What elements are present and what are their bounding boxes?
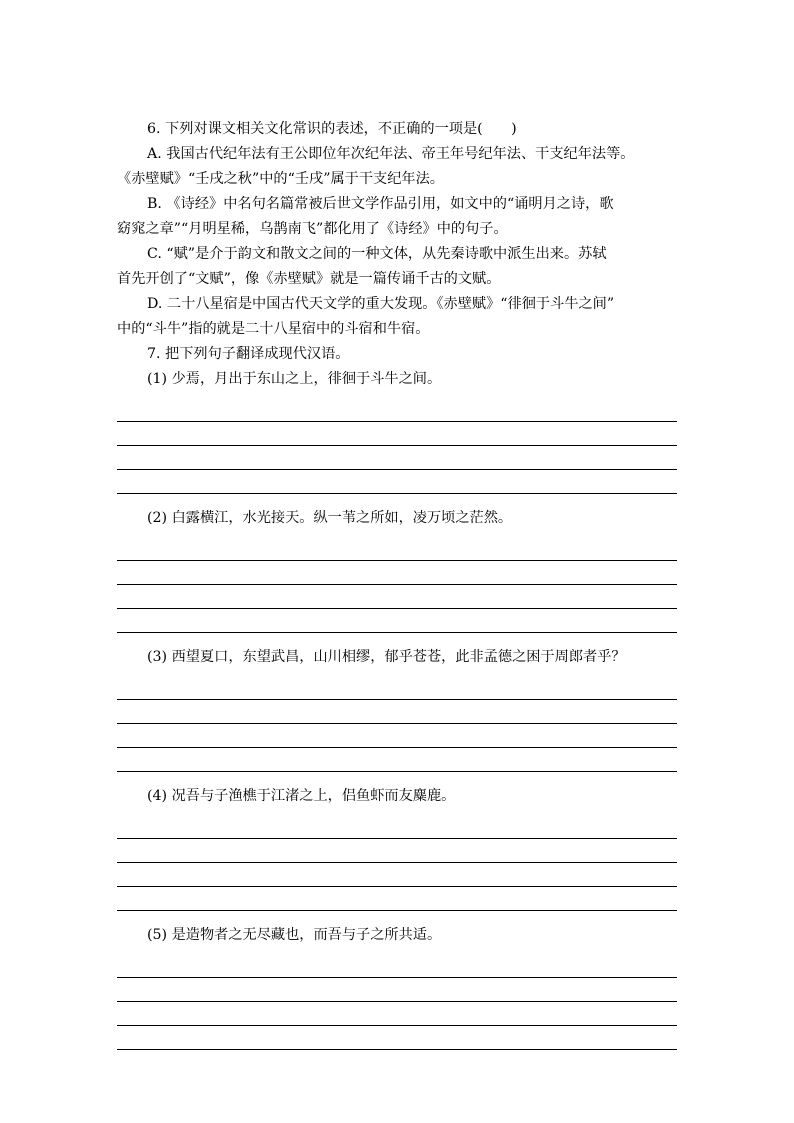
answer-line[interactable] [117, 422, 677, 446]
question-6-option-a-line2: 《赤壁赋》“壬戌之秋”中的“壬戌”属于干支纪年法。 [117, 171, 444, 187]
answer-line[interactable] [117, 1002, 677, 1026]
answer-line[interactable] [117, 561, 677, 585]
question-7-item-3: (3) 西望夏口，东望武昌，山川相缪，郁乎苍苍，此非孟德之困于周郎者乎？ [147, 649, 626, 665]
answer-line[interactable] [117, 700, 677, 724]
answer-line[interactable] [117, 585, 677, 609]
question-6-option-c-line2: 首先开创了“文赋”，像《赤壁赋》就是一篇传诵千古的文赋。 [117, 271, 501, 287]
answer-line[interactable] [117, 676, 677, 700]
answer-line[interactable] [117, 954, 677, 978]
question-6-option-d-line2: 中的“斗牛”指的就是二十八星宿中的斗宿和牛宿。 [117, 321, 430, 337]
answer-lines-3[interactable] [117, 676, 677, 772]
answer-line[interactable] [117, 446, 677, 470]
answer-line[interactable] [117, 978, 677, 1002]
question-6-option-a-line1: A. 我国古代纪年法有王公即位年次纪年法、帝王年号纪年法、干支纪年法等。 [147, 146, 635, 162]
question-7-item-1: (1) 少焉，月出于东山之上，徘徊于斗牛之间。 [147, 371, 442, 387]
answer-line[interactable] [117, 863, 677, 887]
question-6-option-c-line1: C. “赋”是介于韵文和散文之间的一种文体，从先秦诗歌中派生出来。苏轼 [147, 246, 607, 262]
question-7-item-2: (2) 白露横江，水光接天。纵一苇之所如，凌万顷之茫然。 [147, 510, 513, 526]
answer-line[interactable] [117, 815, 677, 839]
answer-lines-4[interactable] [117, 815, 677, 911]
answer-lines-2[interactable] [117, 537, 677, 633]
answer-line[interactable] [117, 398, 677, 422]
question-6-stem: 6. 下列对课文相关文化常识的表述，不正确的一项是( ) [147, 121, 517, 137]
answer-line[interactable] [117, 537, 677, 561]
question-6-option-b-line2: 窈窕之章”“月明星稀，乌鹊南飞”都化用了《诗经》中的句子。 [117, 221, 508, 237]
answer-lines-5[interactable] [117, 954, 677, 1050]
answer-line[interactable] [117, 724, 677, 748]
answer-line[interactable] [117, 470, 677, 494]
question-7-stem: 7. 把下列句子翻译成现代汉语。 [147, 346, 350, 362]
answer-line[interactable] [117, 887, 677, 911]
answer-lines-1[interactable] [117, 398, 677, 494]
answer-line[interactable] [117, 1026, 677, 1050]
question-6-option-d-line1: D. 二十八星宿是中国古代天文学的重大发现。《赤壁赋》“徘徊于斗牛之间” [147, 296, 615, 312]
worksheet-content [117, 117, 677, 1062]
answer-line[interactable] [117, 609, 677, 633]
answer-line[interactable] [117, 839, 677, 863]
question-6-option-b-line1: B. 《诗经》中名句名篇常被后世文学作品引用，如文中的“诵明月之诗，歌 [147, 196, 614, 212]
question-7-item-5: (5) 是造物者之无尽藏也，而吾与子之所共适。 [147, 927, 442, 943]
answer-line[interactable] [117, 748, 677, 772]
question-7-item-4: (4) 况吾与子渔樵于江渚之上，侣鱼虾而友麋鹿。 [147, 788, 456, 804]
